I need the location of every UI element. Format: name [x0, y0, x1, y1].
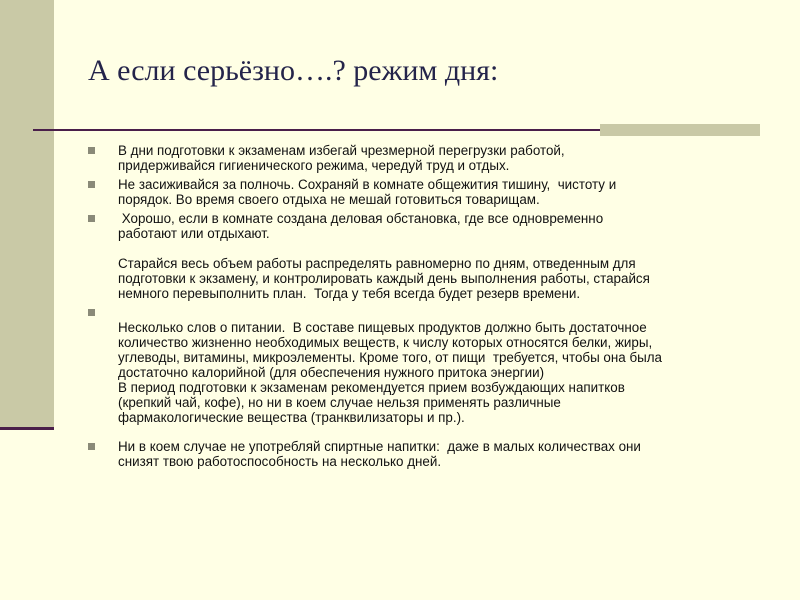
bullet-list — [88, 143, 768, 473]
bullet-item — [88, 305, 768, 425]
bullet-text: В дни подготовки к экзаменам избегай чрезмерной перегрузки работой, придерживайся гигиенического режима, чередуй труд и отдых. — [118, 143, 565, 173]
square-bullet-icon — [88, 181, 95, 188]
left-band-divider — [0, 427, 54, 430]
bullet-text: Несколько слов о питании. В составе пищевых продуктов должно быть достаточное количество жизненно необходимых веществ, к числу которых относятся белки, жиры, углеводы, витамины, микроэлементы. Кроме того, от пищи требуется, чтобы она была достаточно калорийной (для обеспечения нужного притока энергии) В период подготовки к экзаменам рекомендуется прием возбуждающих напитков (крепкий чай, кофе), но ни в коем случае нельзя применять различные фармакологические вещества (транквилизаторы и пр.). — [118, 320, 662, 425]
paragraph-spacer — [118, 241, 768, 256]
bullet-item — [88, 439, 768, 469]
square-bullet-icon — [88, 147, 95, 154]
left-decorative-band — [0, 0, 54, 427]
square-bullet-icon — [88, 443, 95, 450]
bullet-text: Не засиживайся за полночь. Сохраняй в комнате общежития тишину, чистоту и порядок. Во время своего отдыха не мешай готовиться товарищам. — [118, 177, 617, 207]
paragraph-spacer — [118, 305, 768, 320]
bullet-item — [88, 177, 768, 207]
title-accent-block — [600, 124, 760, 136]
bullet-text: Старайся весь объем работы распределять равномерно по дням, отведенным для подготовки к экзамену, и контролировать каждый день выполнения работы, старайся немного перевыполнить план. Тогда у тебя всегда будет резерв времени. — [118, 256, 650, 301]
bullet-text: Ни в коем случае не употребляй спиртные напитки: даже в малых количествах они снизят твою работоспособность на несколько дней. — [118, 439, 641, 469]
bullet-text: Хорошо, если в комнате создана деловая обстановка, где все одновременно работают или отдыхают. — [118, 211, 604, 241]
bullet-item — [88, 143, 768, 173]
bullet-item — [88, 211, 768, 301]
slide-title: А если серьёзно….? режим дня: — [88, 54, 499, 87]
square-bullet-icon — [88, 309, 95, 316]
square-bullet-icon — [88, 215, 95, 222]
